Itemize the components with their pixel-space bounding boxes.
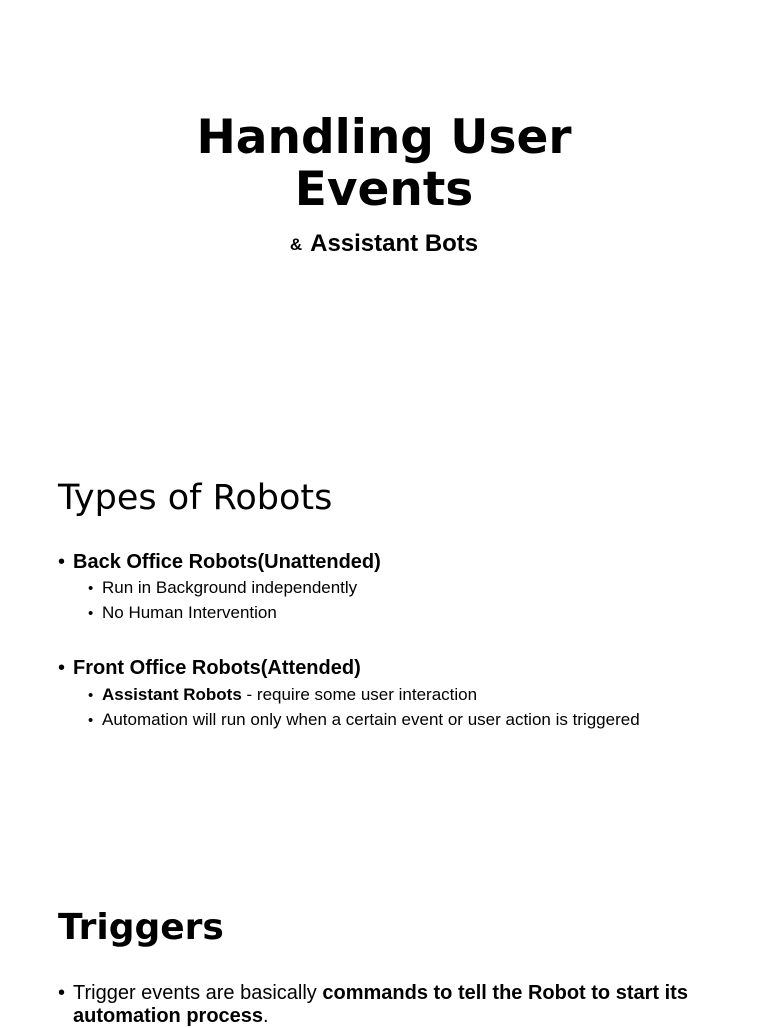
subtitle-ampersand: & [289, 235, 303, 254]
bullet-front-office [58, 655, 361, 681]
bullet-glyph: • [88, 687, 94, 704]
bullet-glyph: • [88, 712, 94, 729]
bullet-label: Front Office Robots(Attended) [73, 657, 361, 679]
sub-bullet-background [88, 577, 357, 600]
bullet-label: Back Office Robots(Unattended) [73, 551, 381, 573]
slide-heading: Types of Robots [58, 478, 333, 518]
triggers-slide [0, 890, 768, 1027]
bullet-bold-line-2: automation process [73, 1005, 264, 1027]
title-slide [0, 0, 768, 440]
bullet-glyph: • [58, 657, 66, 679]
sub-bullet-bold: Assistant Robots [102, 685, 242, 704]
bullet-glyph: • [58, 982, 66, 1004]
bullet-back-office [58, 549, 381, 575]
sub-bullet-text: Automation will run only when a certain event or user action is triggered [102, 710, 640, 729]
sub-bullet-text: Run in Background independently [102, 578, 358, 597]
title-line-2: Events [294, 162, 474, 217]
sub-bullet-no-intervention [88, 602, 277, 625]
sub-bullet-automation-trigger [88, 709, 640, 732]
presentation-title [0, 112, 768, 216]
subtitle-text: Assistant Bots [310, 230, 479, 257]
bullet-glyph: • [88, 605, 94, 622]
bullet-glyph: • [58, 551, 66, 573]
bullet-bold-line-1: commands to tell the Robot to start its [322, 982, 688, 1004]
bullet-trigger-events [58, 982, 718, 1028]
types-of-robots-slide [0, 460, 768, 860]
bullet-prefix: Trigger events are basically [73, 982, 323, 1004]
slide-heading: Triggers [58, 907, 224, 948]
presentation-subtitle [0, 228, 768, 261]
title-line-1: Handling User [196, 110, 572, 165]
bullet-glyph: • [88, 580, 94, 597]
bullet-suffix: . [263, 1005, 269, 1027]
sub-bullet-assistant-robots [88, 684, 477, 707]
sub-bullet-text: - require some user interaction [241, 685, 478, 704]
sub-bullet-text: No Human Intervention [102, 603, 277, 622]
